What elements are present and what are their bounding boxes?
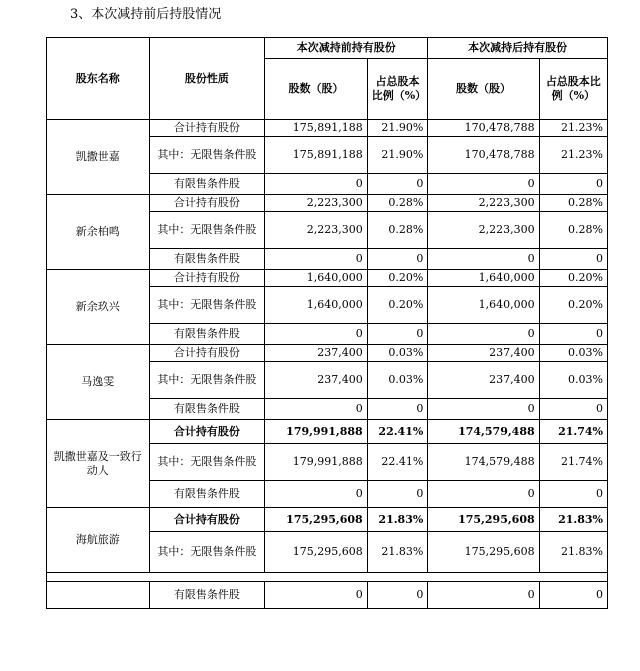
ratio-after: 0 — [539, 324, 607, 345]
ratio-before: 0.28% — [367, 195, 428, 212]
ratio-after: 21.23% — [539, 137, 607, 174]
shares-after: 237,400 — [428, 362, 539, 399]
ratio-before: 0.28% — [367, 212, 428, 249]
share-type: 合计持有股份 — [149, 270, 265, 287]
holdings-table — [46, 37, 608, 609]
ratio-after: 21.83% — [539, 532, 607, 573]
shares-after: 2,223,300 — [428, 195, 539, 212]
share-type: 合计持有股份 — [149, 195, 265, 212]
holder-name: 海航旅游 — [47, 508, 150, 573]
ratio-after: 21.74% — [539, 420, 607, 444]
shares-after: 237,400 — [428, 345, 539, 362]
ratio-before: 0 — [367, 249, 428, 270]
header-share-nature: 股份性质 — [149, 38, 265, 120]
ratio-before: 0.03% — [367, 362, 428, 399]
ratio-after: 0.03% — [539, 345, 607, 362]
shares-after: 0 — [428, 582, 539, 609]
shares-after: 1,640,000 — [428, 270, 539, 287]
header-ratio-before: 占总股本比例（%） — [367, 59, 428, 120]
ratio-before: 0 — [367, 481, 428, 508]
shares-before: 1,640,000 — [265, 287, 368, 324]
shares-before: 175,891,188 — [265, 137, 368, 174]
ratio-after: 0 — [539, 481, 607, 508]
ratio-before: 0 — [367, 174, 428, 195]
shares-before: 1,640,000 — [265, 270, 368, 287]
ratio-after: 0 — [539, 174, 607, 195]
holder-name: 凯撒世嘉 — [47, 120, 150, 195]
shares-before: 237,400 — [265, 362, 368, 399]
holder-name: 凯撒世嘉及一致行动人 — [47, 420, 150, 508]
ratio-after: 0 — [539, 249, 607, 270]
ratio-before: 22.41% — [367, 444, 428, 481]
holder-name: 新余玖兴 — [47, 270, 150, 345]
shares-after: 170,478,788 — [428, 120, 539, 137]
shares-after: 175,295,608 — [428, 508, 539, 532]
shares-after: 174,579,488 — [428, 420, 539, 444]
shares-after: 1,640,000 — [428, 287, 539, 324]
shares-before: 179,991,888 — [265, 444, 368, 481]
share-type: 合计持有股份 — [149, 345, 265, 362]
ratio-before: 21.83% — [367, 508, 428, 532]
ratio-before: 0.03% — [367, 345, 428, 362]
shares-before: 0 — [265, 174, 368, 195]
shares-after: 0 — [428, 481, 539, 508]
shares-after: 0 — [428, 324, 539, 345]
share-type: 其中：无限售条件股 — [149, 212, 265, 249]
shares-before: 0 — [265, 481, 368, 508]
shares-after: 174,579,488 — [428, 444, 539, 481]
header-before-group: 本次减持前持有股份 — [265, 38, 428, 59]
shares-before: 175,295,608 — [265, 532, 368, 573]
ratio-before: 22.41% — [367, 420, 428, 444]
share-type: 有限售条件股 — [149, 324, 265, 345]
section-title: 3、本次减持前后持股情况 — [70, 7, 222, 22]
share-type: 其中：无限售条件股 — [149, 287, 265, 324]
ratio-after: 0.03% — [539, 362, 607, 399]
ratio-before: 0 — [367, 324, 428, 345]
shares-before: 2,223,300 — [265, 195, 368, 212]
ratio-after: 21.74% — [539, 444, 607, 481]
share-type: 合计持有股份 — [149, 120, 265, 137]
shares-before: 0 — [265, 399, 368, 420]
ratio-after: 21.23% — [539, 120, 607, 137]
shares-before: 2,223,300 — [265, 212, 368, 249]
ratio-after: 0.28% — [539, 212, 607, 249]
header-shares-after: 股数（股） — [428, 59, 539, 120]
page-break-gap — [47, 573, 608, 582]
shares-before: 0 — [265, 324, 368, 345]
ratio-after: 0 — [539, 399, 607, 420]
header-shares-before: 股数（股） — [265, 59, 368, 120]
header-holder-name: 股东名称 — [47, 38, 150, 120]
holder-name: 新余柏鸣 — [47, 195, 150, 270]
share-type: 有限售条件股 — [149, 399, 265, 420]
share-type: 合计持有股份 — [149, 420, 265, 444]
share-type: 有限售条件股 — [149, 174, 265, 195]
shares-before: 175,295,608 — [265, 508, 368, 532]
share-type: 有限售条件股 — [149, 249, 265, 270]
shares-before: 175,891,188 — [265, 120, 368, 137]
ratio-before: 0.20% — [367, 287, 428, 324]
share-type: 有限售条件股 — [149, 582, 265, 609]
ratio-after: 21.83% — [539, 508, 607, 532]
shares-before: 179,991,888 — [265, 420, 368, 444]
shares-after: 2,223,300 — [428, 212, 539, 249]
shares-before: 0 — [265, 249, 368, 270]
ratio-after: 0.20% — [539, 270, 607, 287]
ratio-after: 0 — [539, 582, 607, 609]
holder-name-continued — [47, 582, 150, 609]
share-type: 其中：无限售条件股 — [149, 362, 265, 399]
shares-before: 0 — [265, 582, 368, 609]
holder-name: 马逸雯 — [47, 345, 150, 420]
ratio-after: 0.20% — [539, 287, 607, 324]
ratio-after: 0.28% — [539, 195, 607, 212]
share-type: 其中：无限售条件股 — [149, 532, 265, 573]
shares-after: 0 — [428, 399, 539, 420]
header-ratio-after: 占总股本比例（%） — [539, 59, 607, 120]
share-type: 其中：无限售条件股 — [149, 444, 265, 481]
ratio-before: 0 — [367, 399, 428, 420]
ratio-before: 0 — [367, 582, 428, 609]
ratio-before: 0.20% — [367, 270, 428, 287]
ratio-before: 21.90% — [367, 120, 428, 137]
ratio-before: 21.90% — [367, 137, 428, 174]
ratio-before: 21.83% — [367, 532, 428, 573]
shares-after: 0 — [428, 174, 539, 195]
shares-after: 0 — [428, 249, 539, 270]
header-after-group: 本次减持后持有股份 — [428, 38, 608, 59]
share-type: 有限售条件股 — [149, 481, 265, 508]
shares-after: 170,478,788 — [428, 137, 539, 174]
shares-before: 237,400 — [265, 345, 368, 362]
shares-after: 175,295,608 — [428, 532, 539, 573]
share-type: 合计持有股份 — [149, 508, 265, 532]
share-type: 其中：无限售条件股 — [149, 137, 265, 174]
